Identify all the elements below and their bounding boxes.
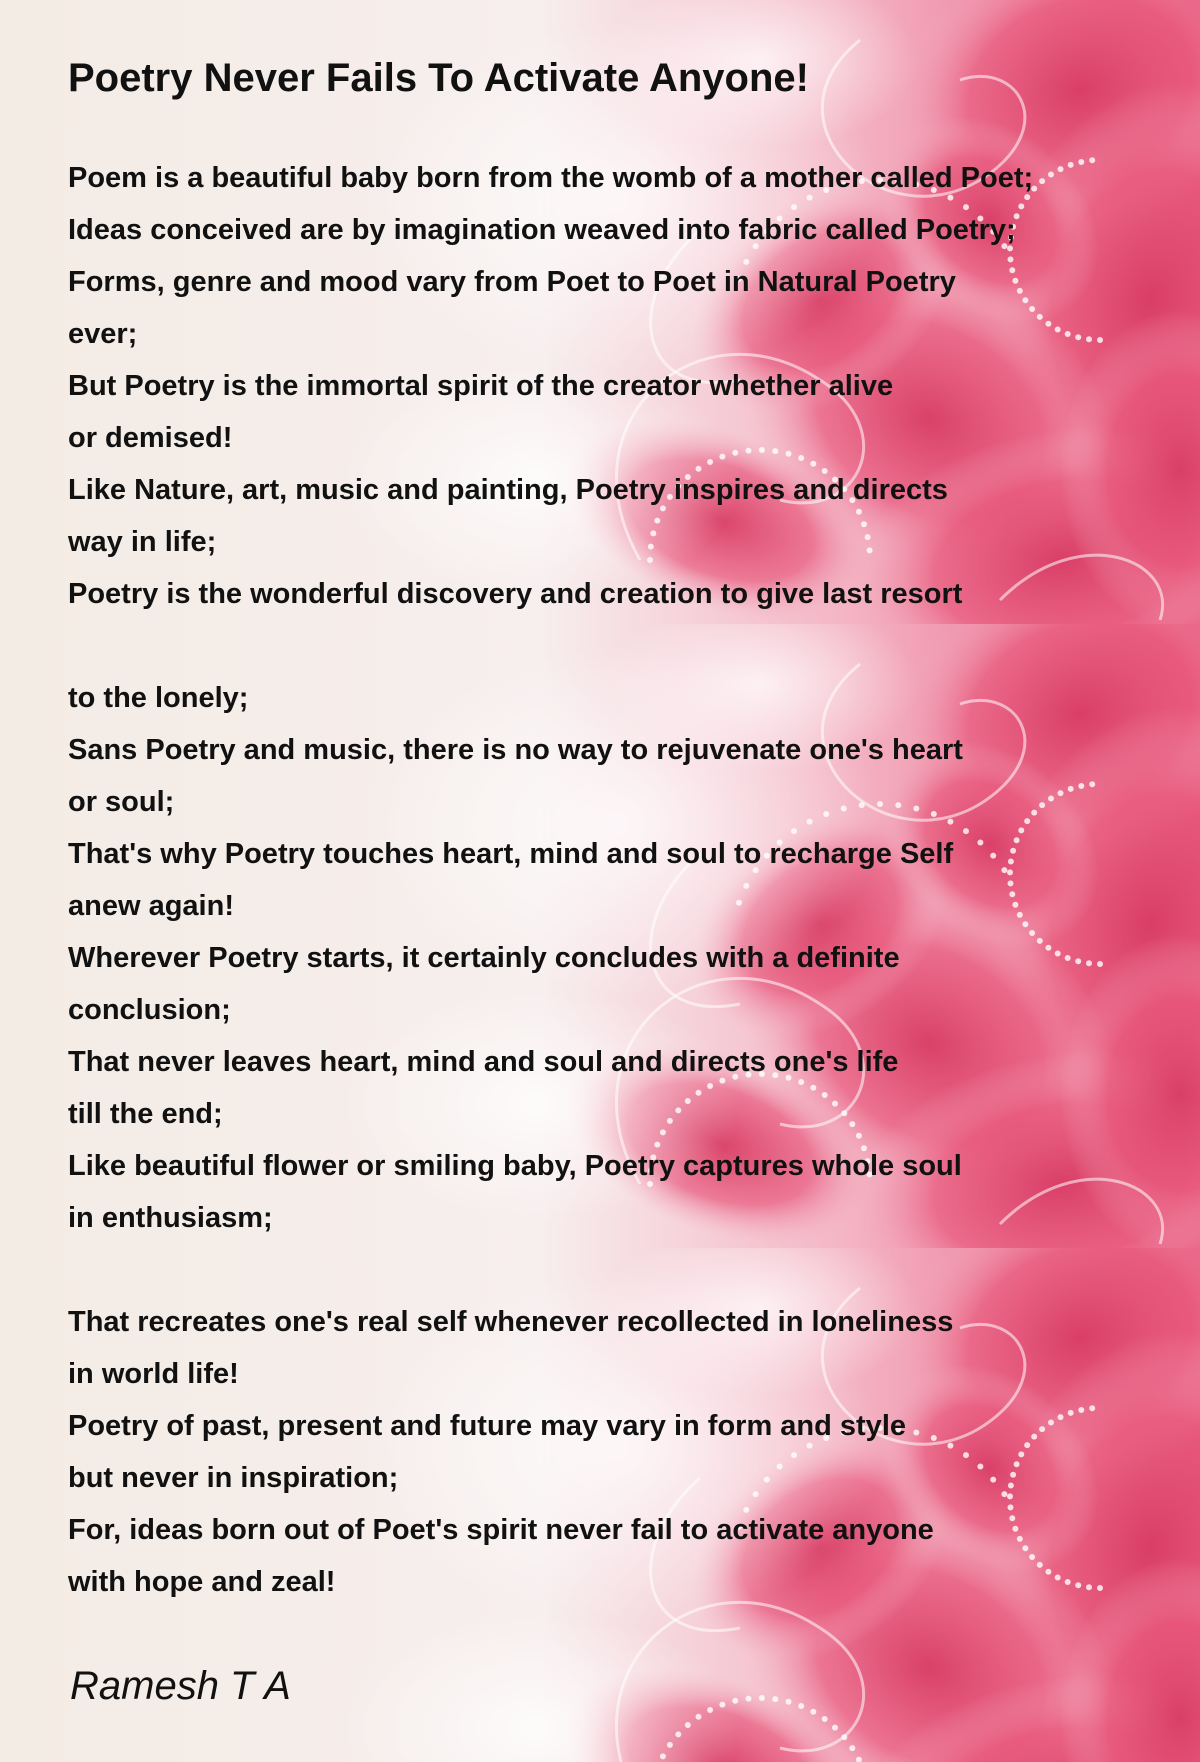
poem-body bbox=[68, 152, 1188, 1608]
poem-line: Ideas conceived are by imagination weaved into fabric called Poetry; bbox=[68, 214, 1016, 246]
poem-line: way in life; bbox=[68, 526, 217, 558]
poem-line: But Poetry is the immortal spirit of the creator whether alive bbox=[68, 370, 894, 402]
poem-line: Poetry is the wonderful discovery and creation to give last resort bbox=[68, 578, 963, 610]
poem-line bbox=[68, 1244, 1188, 1296]
poem-line: ever; bbox=[68, 318, 138, 350]
poem-line: or soul; bbox=[68, 786, 175, 818]
poem-line: in enthusiasm; bbox=[68, 1202, 273, 1234]
poem-title: Poetry Never Fails To Activate Anyone! bbox=[68, 56, 809, 100]
poem-line: That's why Poetry touches heart, mind and soul to recharge Self bbox=[68, 838, 954, 870]
poem-line: to the lonely; bbox=[68, 682, 249, 714]
poem-line: till the end; bbox=[68, 1098, 223, 1130]
poem-line: anew again! bbox=[68, 890, 234, 922]
poem-line: Sans Poetry and music, there is no way to rejuvenate one's heart bbox=[68, 734, 963, 766]
poem-line: For, ideas born out of Poet's spirit never fail to activate anyone bbox=[68, 1514, 934, 1546]
poem-line: That never leaves heart, mind and soul and directs one's life bbox=[68, 1046, 899, 1078]
poem-line: Poem is a beautiful baby born from the womb of a mother called Poet; bbox=[68, 162, 1034, 194]
poem-line: That recreates one's real self whenever recollected in loneliness bbox=[68, 1306, 954, 1338]
poem-line: in world life! bbox=[68, 1358, 239, 1390]
poem-line: conclusion; bbox=[68, 994, 231, 1026]
poem-line: or demised! bbox=[68, 422, 233, 454]
poem-author: Ramesh T A bbox=[70, 1664, 291, 1708]
poem-line: Forms, genre and mood vary from Poet to Poet in Natural Poetry bbox=[68, 266, 956, 298]
poem-line: Poetry of past, present and future may vary in form and style bbox=[68, 1410, 906, 1442]
poem-line: but never in inspiration; bbox=[68, 1462, 399, 1494]
poem-line bbox=[68, 620, 1188, 672]
poem-line: Like beautiful flower or smiling baby, Poetry captures whole soul bbox=[68, 1150, 962, 1182]
poem-line: Wherever Poetry starts, it certainly concludes with a definite bbox=[68, 942, 900, 974]
poem-line: Like Nature, art, music and painting, Poetry inspires and directs bbox=[68, 474, 948, 506]
poem-line: with hope and zeal! bbox=[68, 1566, 336, 1598]
